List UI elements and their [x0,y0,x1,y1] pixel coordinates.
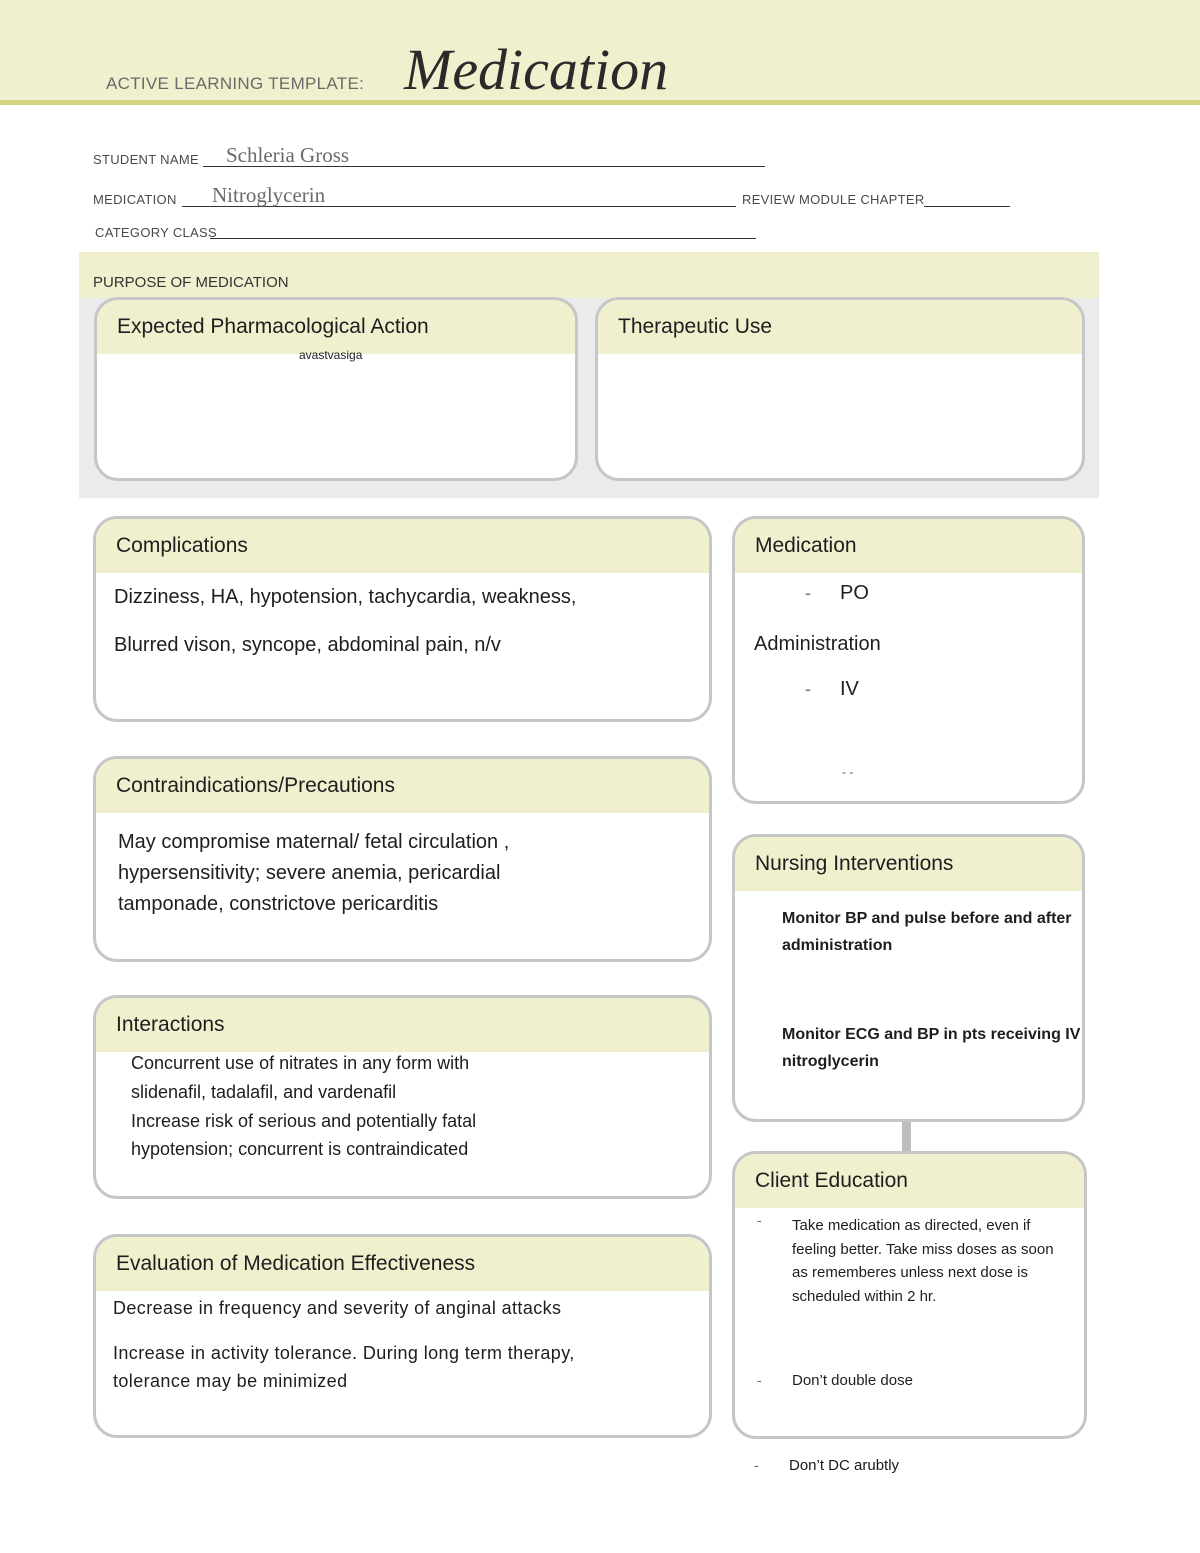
expected-action-title: Expected Pharmacological Action [117,315,429,338]
education-box[interactable] [732,1151,1087,1439]
evaluation-box[interactable] [93,1234,712,1438]
nursing-item: nitroglycerin [782,1053,879,1070]
contraindications-box[interactable] [93,756,712,962]
interactions-line: slidenafil, tadalafil, and vardenafil [131,1082,397,1102]
interactions-line: hypotension; concurrent is contraindicated [131,1139,469,1159]
evaluation-line: Increase in activity tolerance. During long term therapy, [113,1343,575,1363]
contraindications-line: May compromise maternal/ fetal circulation , [118,831,510,853]
education-item-3: Don’t DC arubtly [789,1457,900,1474]
education-item-1 [792,1214,1054,1308]
evaluation-line: Decrease in frequency and severity of anginal attacks [113,1298,562,1318]
nursing-item: administration [782,937,893,954]
student-name-value[interactable]: Schleria Gross [226,143,350,167]
route-iv: IV [840,678,859,700]
complications-line: Dizziness, HA, hypotension, tachycardia, weakness, [114,586,577,608]
education-bullet: - [757,1212,762,1228]
administration-title: Medication [755,534,857,557]
education-line: feeling better. Take miss doses as soon [792,1240,1054,1258]
interactions-title: Interactions [116,1013,225,1036]
contraindications-line: tamponade, constrictove pericarditis [118,893,439,915]
education-line: Take medication as directed, even if [792,1217,1031,1234]
education-title: Client Education [755,1169,908,1192]
education-bullet: - [757,1372,762,1388]
complications-line: Blurred vison, syncope, abdominal pain, n/v [114,634,501,656]
purpose-label: PURPOSE OF MEDICATION [93,274,289,291]
template-label: ACTIVE LEARNING TEMPLATE: [106,74,365,93]
education-line: as rememberes unless next dose is [792,1264,1028,1281]
route-bullet: - [805,583,811,603]
therapeutic-use-box[interactable] [595,297,1085,481]
review-module-line[interactable] [924,206,1010,207]
expected-action-note: avastvasiga [299,348,363,362]
evaluation-title: Evaluation of Medication Effectiveness [116,1252,476,1275]
medication-label: MEDICATION [93,192,177,207]
nursing-item: Monitor ECG and BP in pts receiving IV [782,1026,1081,1043]
interactions-box[interactable] [93,995,712,1199]
complications-box[interactable] [93,516,712,722]
template-title: Medication [404,37,669,102]
administration-box[interactable] [732,516,1085,804]
nursing-box[interactable] [732,834,1085,1122]
category-class-line[interactable] [210,238,756,239]
medication-value[interactable]: Nitroglycerin [212,183,326,207]
route-trailing: - - [842,765,854,779]
contraindications-title: Contraindications/Precautions [116,774,395,797]
category-class-label: CATEGORY CLASS [95,225,217,240]
contraindications-line: hypersensitivity; severe anemia, pericardial [118,862,501,884]
route-po: PO [840,582,869,604]
review-module-label: REVIEW MODULE CHAPTER [742,192,925,207]
therapeutic-use-title: Therapeutic Use [618,315,773,338]
interactions-line: Concurrent use of nitrates in any form with [131,1053,470,1073]
administration-subtitle: Administration [754,633,881,655]
nursing-item: Monitor BP and pulse before and after [782,910,1072,927]
route-bullet: - [805,679,811,699]
education-item-2: Don’t double dose [792,1372,913,1389]
interactions-line: Increase risk of serious and potentially fatal [131,1111,477,1131]
connector-bar [902,1122,911,1152]
complications-title: Complications [116,534,248,557]
education-line: scheduled within 2 hr. [792,1287,937,1305]
nursing-title: Nursing Interventions [755,852,954,875]
student-name-label: STUDENT NAME [93,152,199,167]
expected-action-box[interactable] [94,297,578,481]
education-bullet: - [754,1457,759,1473]
evaluation-line: tolerance may be minimized [113,1371,348,1391]
